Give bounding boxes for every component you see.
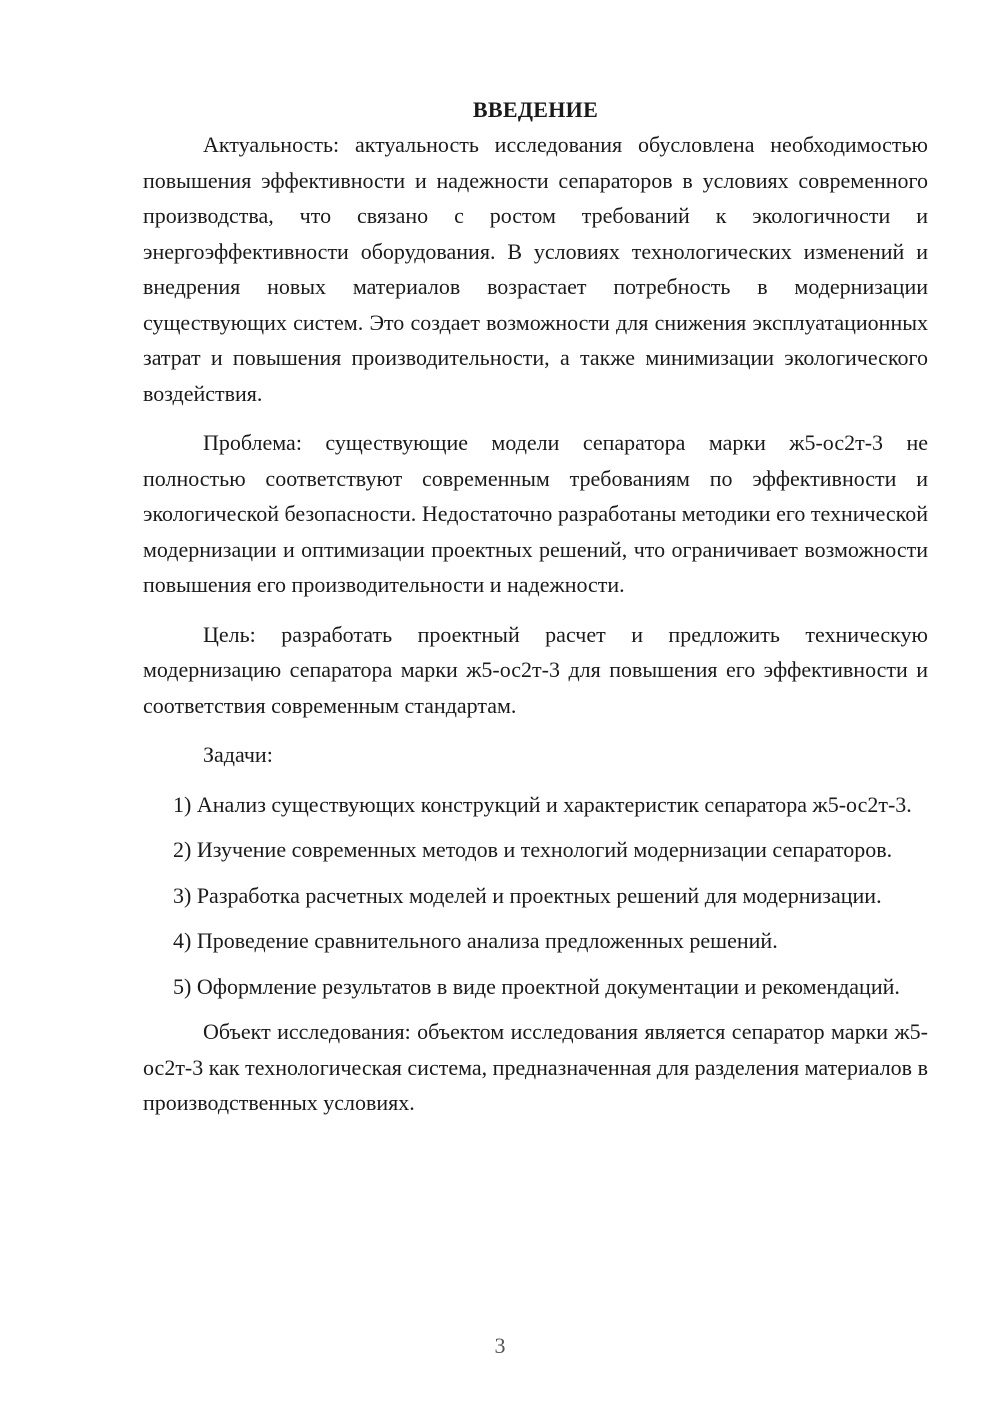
paragraph-relevance: Актуальность: актуальность исследования обусловлена необходимостью повышения эффективности и надежности сепараторов в условиях современного производства, что связано с ростом требований к экологичности и энергоэффективности оборудования. В условиях технологических изменений и внедрения новых материалов возрастает потребность в модернизации существующих систем. Это создает возможности для снижения эксплуатационных затрат и повышения производительности, а также минимизации экологического воздействия.: [143, 132, 928, 406]
page-title: ВВЕДЕНИЕ: [472, 97, 599, 122]
list-item: 5) Оформление результатов в виде проектной документации и рекомендаций.: [173, 973, 900, 999]
paragraph-goal: Цель: разработать проектный расчет и предложить техническую модернизацию сепаратора марки ж5-ос2т-3 для повышения его эффективности и соответствия современным стандартам.: [143, 621, 928, 718]
paragraph-problem: Проблема: существующие модели сепаратора марки ж5-ос2т-3 не полностью соответствуют современным требованиям по эффективности и экологической безопасности. Недостаточно разработаны методики его технической модернизации и оптимизации проектных решений, что ограничивает возможности повышения его производительности и надежности.: [143, 430, 928, 597]
list-item: 4) Проведение сравнительного анализа предложенных решений.: [173, 928, 778, 953]
tasks-heading: Задачи:: [203, 742, 273, 767]
tasks-list: [143, 787, 928, 1005]
list-item: 3) Разработка расчетных моделей и проектных решений для модернизации.: [173, 882, 882, 908]
document-page: [143, 92, 928, 1135]
list-item: 1) Анализ существующих конструкций и характеристик сепаратора ж5-ос2т-3.: [173, 791, 912, 817]
paragraph-object: Объект исследования: объектом исследования является сепаратор марки ж5-ос2т-3 как технологическая система, предназначенная для разделения материалов в производственных условиях.: [143, 1019, 928, 1115]
list-item: 2) Изучение современных методов и технологий модернизации сепараторов.: [173, 837, 893, 862]
page-number: 3: [494, 1333, 506, 1358]
